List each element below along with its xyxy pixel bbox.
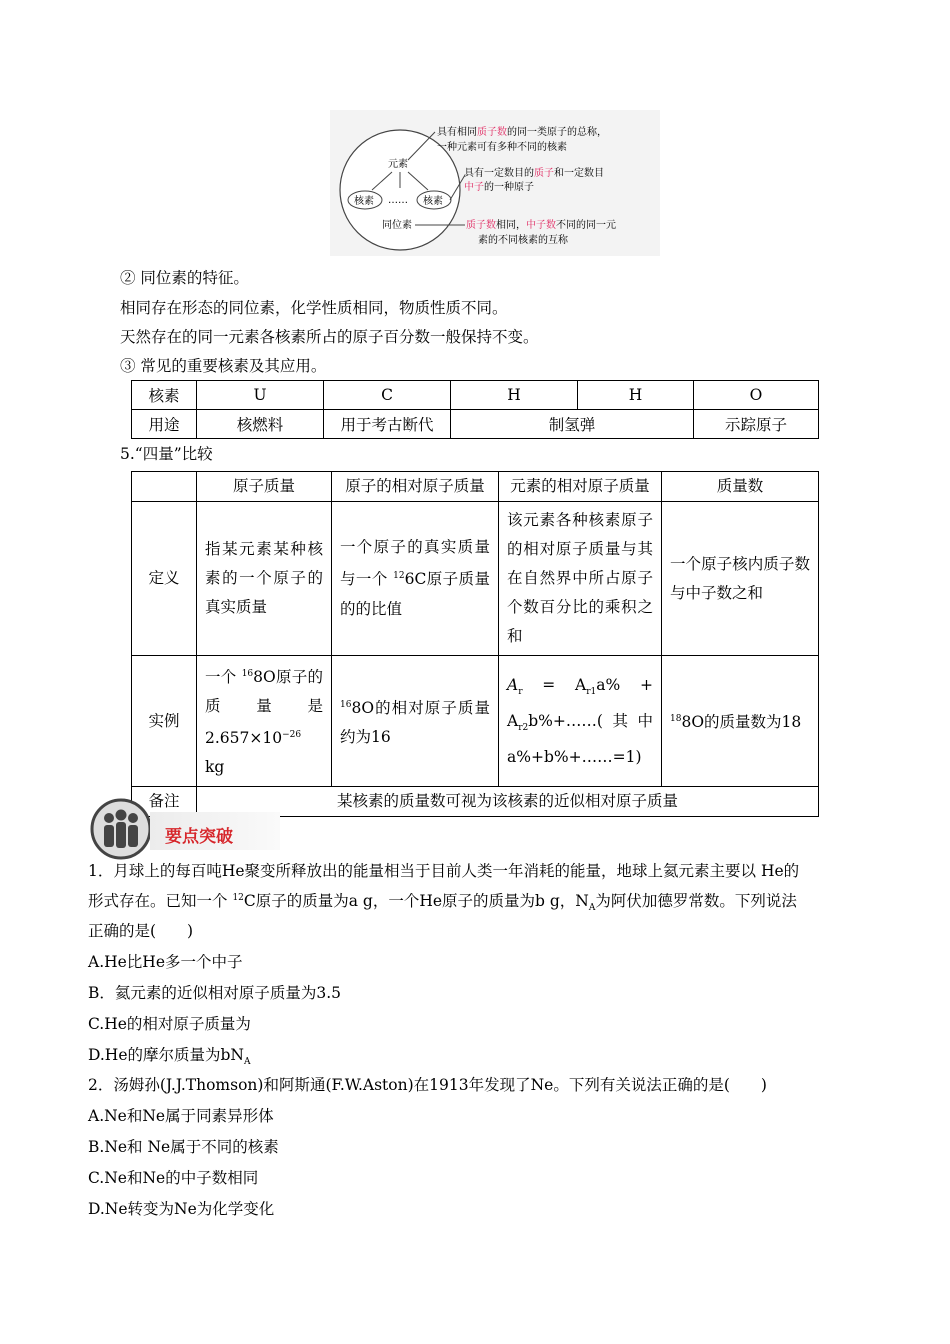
para-line-2: 相同存在形态的同位素，化学性质相同，物质性质不同。 xyxy=(120,299,508,317)
diagram-element: 元素 xyxy=(388,159,408,170)
q1-option-c: C.He的相对原子质量为 xyxy=(88,1015,251,1033)
para-line-4: ③ 常见的重要核素及其应用。 xyxy=(120,357,327,375)
q1-option-d: D.He的摩尔质量为$bN_A$ xyxy=(88,1046,251,1068)
q2-stem: 2．汤姆孙(J.J.Thomson)和阿斯通(F.W.Aston)在1913年发现了Ne。下列有关说法正确的是( ) xyxy=(88,1076,767,1094)
q1-line-1: 1．月球上的每百吨He聚变所释放出的能量相当于目前人类一年消耗的能量，地球上氦元素主要以 He的 xyxy=(88,862,800,880)
t1-row-4: 示踪原子 xyxy=(694,410,819,439)
diagram-dots: …… xyxy=(388,195,408,206)
t2-note-label: 备注 xyxy=(132,787,197,817)
q1-line-2: 形式存在。已知一个 $^{12}$C原子的质量为a g，一个He原子的质量为b g，$N_A$为阿伏加德罗常数。下列说法 xyxy=(88,892,797,914)
q2-option-c: C.Ne和Ne的中子数相同 xyxy=(88,1169,259,1187)
t2-ex-mass-number: $^{18}$8O的质量数为18 xyxy=(662,656,819,787)
four-quantities-table xyxy=(131,471,819,817)
q2-option-d: D.Ne转变为Ne为化学变化 xyxy=(88,1200,275,1218)
t2-note-text: 某核素的质量数可视为该核素的近似相对原子质量 xyxy=(197,787,819,817)
t1-row-0: 用途 xyxy=(132,410,197,439)
q1-option-a: A.He比He多一个中子 xyxy=(88,953,243,971)
q2-option-b: B.Ne和 Ne属于不同的核素 xyxy=(88,1138,279,1156)
t1-header-2: C xyxy=(324,381,451,410)
t2-ex-relative-atomic-mass: $^{16}$8O的相对原子质量约为16 xyxy=(332,656,499,787)
t2-def-label: 定义 xyxy=(132,502,197,656)
isotope-concept-diagram xyxy=(330,110,660,256)
diagram-right-node: 核素 xyxy=(423,196,443,207)
diagram-isotope: 同位素 xyxy=(382,220,412,231)
t1-row-2: 用于考古断代 xyxy=(324,410,451,439)
t2-def-relative-atomic-mass: 一个原子的真实质量与一个 $^{12}$6C原子质量的的比值 xyxy=(332,502,499,656)
def3-line2: 素的不同核素的互称 xyxy=(478,235,568,246)
t2-header-1: 原子质量 xyxy=(197,472,332,502)
q2-option-a: A.Ne和Ne属于同素异形体 xyxy=(88,1107,274,1125)
t2-ex-element-relative-mass: $A_r = A_{r1}a\%$ + $A_{r2}b\%+\dots\dots$(其中a%+b%+……=1) xyxy=(499,656,662,787)
t1-row-3: 制氢弹 xyxy=(451,410,694,439)
q1-line-3: 正确的是( ) xyxy=(88,922,194,940)
t1-header-1: U xyxy=(197,381,324,410)
t2-header-3: 元素的相对原子质量 xyxy=(499,472,662,502)
para-line-1: ② 同位素的特征。 xyxy=(120,269,249,287)
t1-header-5: O xyxy=(694,381,819,410)
def1-line2: 一种元素可有多种不同的核素 xyxy=(437,142,567,153)
t1-row-1: 核燃料 xyxy=(197,410,324,439)
t1-header-4: H xyxy=(578,381,694,410)
t2-def-mass-number: 一个原子核内质子数与中子数之和 xyxy=(662,502,819,656)
t2-header-4: 质量数 xyxy=(662,472,819,502)
nuclide-usage-table xyxy=(131,380,819,439)
t2-header-2: 原子的相对原子质量 xyxy=(332,472,499,502)
q1-option-b: B．氦元素的近似相对原子质量为3.5 xyxy=(88,984,342,1002)
t2-ex-atomic-mass: 一个 $^{16}$8O原子的质量是$2.657\times 10^{-26}$ kg xyxy=(197,656,332,787)
people-icon xyxy=(90,798,152,860)
t1-header-3: H xyxy=(451,381,578,410)
section-header-title: 要点突破 xyxy=(165,827,233,847)
t2-ex-label: 实例 xyxy=(132,656,197,787)
diagram-svg xyxy=(330,110,660,256)
para-line-3: 天然存在的同一元素各核素所占的原子百分数一般保持不变。 xyxy=(120,328,539,346)
section-5-title: 5.“四量”比较 xyxy=(120,445,213,463)
diagram-left-node: 核素 xyxy=(354,196,374,207)
t2-def-atomic-mass: 指某元素某种核素的一个原子的真实质量 xyxy=(197,502,332,656)
t2-header-0 xyxy=(132,472,197,502)
t2-def-element-relative-mass: 该元素各种核素原子的相对原子质量与其在自然界中所占原子个数百分比的乘积之和 xyxy=(499,502,662,656)
def3-line1: 质子数相同，中子数不同的同一元 xyxy=(466,220,616,231)
def1-line1: 具有相同质子数的同一类原子的总称， xyxy=(437,127,607,138)
def2-line1: 具有一定数目的质子和一定数目 xyxy=(464,168,604,179)
t1-header-0: 核素 xyxy=(132,381,197,410)
def2-line2: 中子的一种原子 xyxy=(464,182,534,193)
